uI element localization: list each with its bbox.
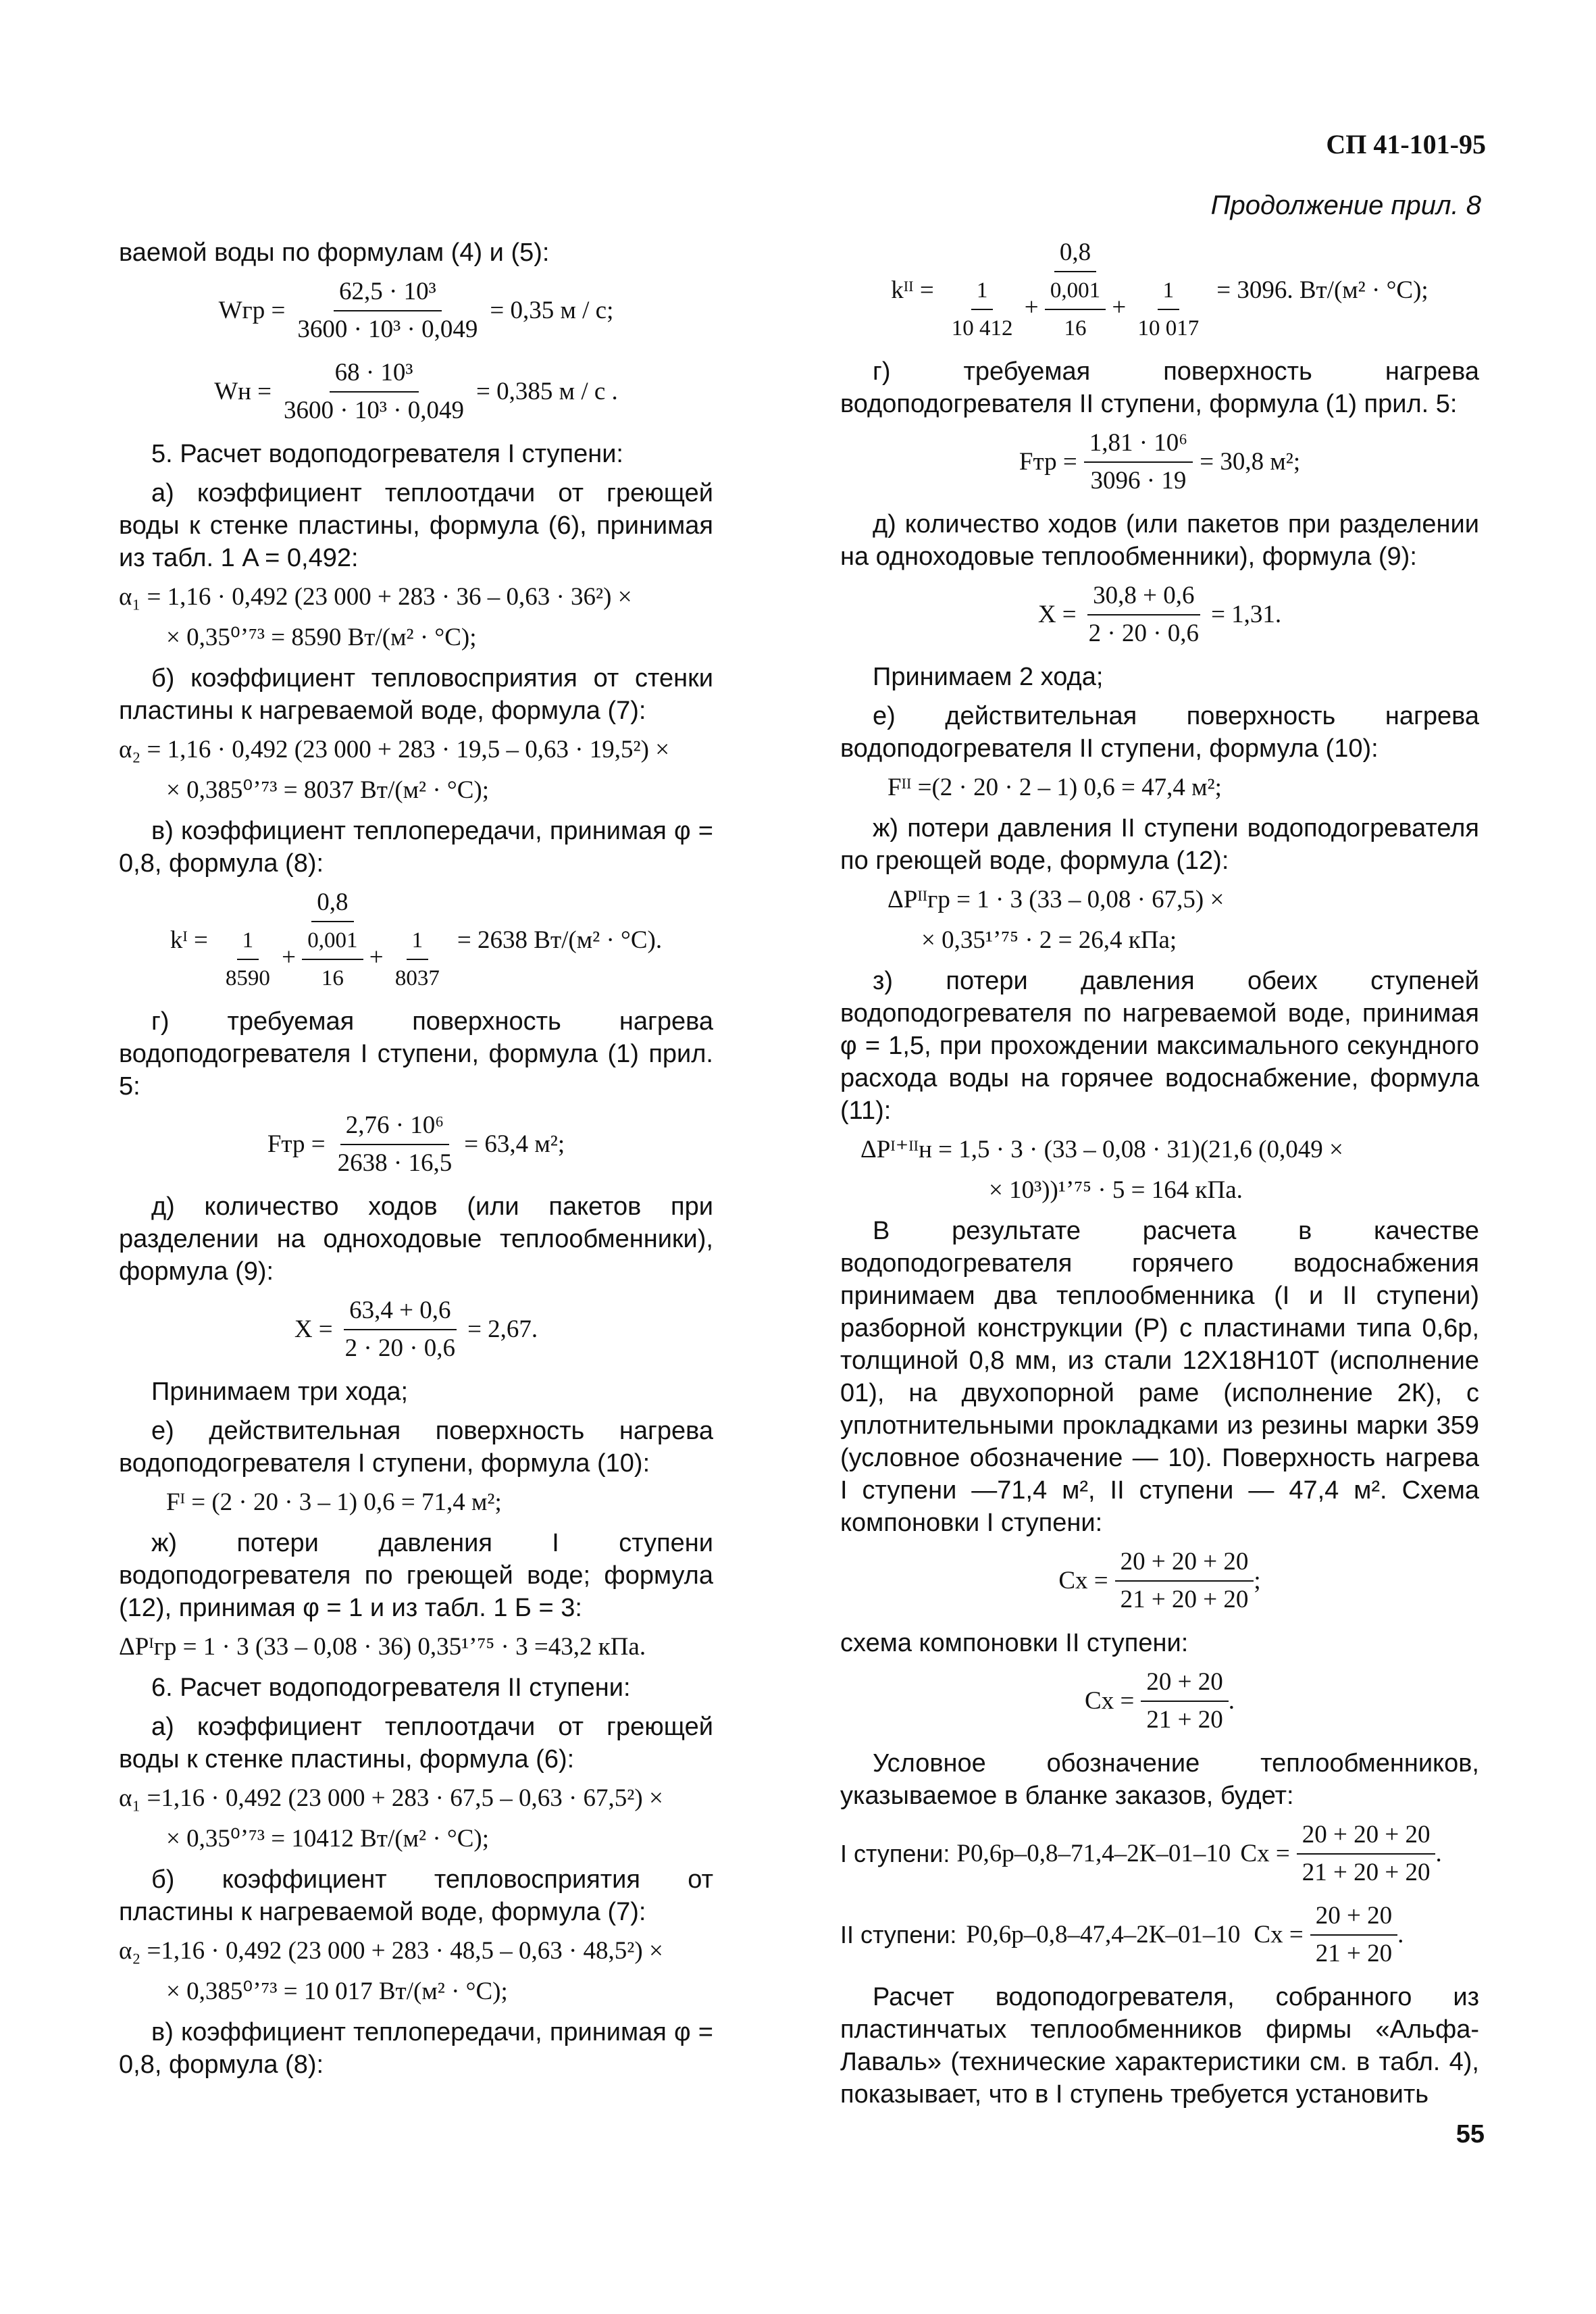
denominator: 3096 · 19 <box>1090 467 1187 495</box>
denominator: 2638 · 16,5 <box>337 1149 453 1177</box>
paragraph: Принимаем 2 хода; <box>873 663 1104 691</box>
formula-alpha1-ii: α₁ =1,16 · 0,492 (23 000 + 283 · 67,5 – 0,63 · 67,5²) × <box>119 1784 663 1812</box>
formula-lhs: Сх = <box>1058 1567 1108 1594</box>
paragraph: схема компоновки II ступени: <box>840 1629 1189 1657</box>
fraction <box>1083 580 1204 650</box>
formula-pressure2: ΔPᴵᴵгр = 1 · 3 (33 – 0,08 · 67,5) × <box>887 886 1225 913</box>
paragraph: е) действительная поверхность нагрева водоподогревателя I ступени, формула (10): <box>119 1417 713 1478</box>
formula-lhs: Fтр = <box>267 1130 326 1158</box>
paragraph: д) количество ходов (или пакетов при разделении на одноходовые теплообменники), формула (9): <box>840 510 1479 571</box>
sub-fraction <box>1045 274 1106 345</box>
denominator: 21 + 20 <box>1315 1940 1393 1967</box>
numerator: 20 + 20 <box>1141 1666 1228 1702</box>
numerator: 0,001 <box>302 924 363 960</box>
formula-alpha2-ii-cont: × 0,385⁰’⁷³ = 10 017 Вт/(м² · °С); <box>166 1978 508 2005</box>
formula-rhs: . <box>1228 1687 1235 1715</box>
formula-lhs: Сх = <box>1254 1921 1304 1948</box>
formula-alpha2: α₂ = 1,16 · 0,492 (23 000 + 283 · 19,5 – 0,63 · 19,5²) × <box>119 736 670 763</box>
sub-fraction <box>390 924 445 995</box>
formula-alpha1: α₁ = 1,16 · 0,492 (23 000 + 283 · 36 – 0,63 · 36²) × <box>119 583 632 611</box>
numerator: 1 <box>237 924 259 960</box>
plus-sign: + <box>369 943 384 972</box>
designation-stage1 <box>840 1819 1479 1889</box>
numerator: 20 + 20 + 20 <box>1297 1819 1436 1855</box>
paragraph: а) коэффициент теплоотдачи от греющей воды к стенке пластины, формула (6): <box>119 1713 713 1774</box>
paragraph: е) действительная поверхность нагрева водоподогревателя II ступени, формула (10): <box>840 702 1479 763</box>
section-heading: 5. Расчет водоподогревателя I ступени: <box>151 440 623 468</box>
denominator: 2 · 20 · 0,6 <box>344 1334 456 1362</box>
numerator: 0,8 <box>1054 236 1096 272</box>
formula-pressure-both: ΔPᴵ⁺ᴵᴵн = 1,5 · 3 · (33 – 0,08 · 31)(21,6 (0,049 × <box>860 1136 1343 1163</box>
formula-lhs: Wгр = <box>218 297 286 324</box>
paragraph: г) требуемая поверхность нагрева водоподогревателя I ступени, формула (1) прил. 5: <box>119 1007 713 1101</box>
denominator: 21 + 20 + 20 <box>1120 1586 1249 1613</box>
denominator: 3600 · 10³ · 0,049 <box>284 397 465 424</box>
formula-lhs: kᴵᴵ = <box>891 276 934 304</box>
designation-code: Р0,6р–0,8–47,4–2К–01–10 <box>966 1921 1241 1948</box>
sub-fraction <box>220 924 276 995</box>
paragraph: в) коэффициент теплопередачи, принимая φ = 0,8, формула (8): <box>119 2018 713 2079</box>
denominator: 10 412 <box>951 316 1013 341</box>
formula-rhs: = 3096. Вт/(м² · °С); <box>1216 276 1428 304</box>
numerator: 0,8 <box>311 886 353 922</box>
paragraph: б) коэффициент тепловосприятия от пластины к нагреваемой воде, формула (7): <box>119 1865 713 1926</box>
formula-lhs: Сх = <box>1085 1687 1135 1715</box>
paragraph: ваемой воды по формулам (4) и (5): <box>119 238 550 267</box>
formula-area2 <box>840 427 1479 497</box>
formula-rhs: = 0,385 м / с . <box>476 378 618 405</box>
formula-pressure2-cont: × 0,35¹’⁷⁵ · 2 = 26,4 кПа; <box>921 926 1177 954</box>
formula-passes1 <box>119 1294 713 1365</box>
sub-fraction <box>946 274 1019 345</box>
numerator: 1 <box>407 924 429 960</box>
denominator: 21 + 20 <box>1146 1706 1223 1734</box>
fraction <box>1084 427 1193 497</box>
formula-alpha2-ii: α₂ =1,16 · 0,492 (23 000 + 283 · 48,5 – 0,63 · 48,5²) × <box>119 1937 663 1965</box>
formula-alpha2-cont: × 0,385⁰’⁷³ = 8037 Вт/(м² · °С); <box>166 776 489 804</box>
continuation-label: Продолжение прил. 8 <box>1210 191 1481 220</box>
paragraph: в) коэффициент теплопередачи, принимая φ = 0,8, формула (8): <box>119 817 713 878</box>
paragraph: ж) потери давления II ступени водоподогревателя по греющей воде, формула (12): <box>840 814 1479 875</box>
formula-flow-heating <box>119 276 713 346</box>
formula-alpha1-cont: × 0,35⁰’⁷³ = 8590 Вт/(м² · °С); <box>166 624 477 651</box>
numerator: 2,76 · 10⁶ <box>340 1109 449 1145</box>
sub-fraction <box>302 924 363 995</box>
numerator: 0,001 <box>1045 274 1106 310</box>
designation-stage2 <box>840 1900 1479 1970</box>
formula-lhs: kᴵ = <box>170 926 208 954</box>
fraction <box>292 276 483 346</box>
fraction <box>1310 1900 1397 1970</box>
paragraph: Условное обозначение теплообменников, указываемое в бланке заказов, будет: <box>840 1749 1479 1810</box>
formula-scheme2 <box>840 1666 1479 1736</box>
formula-lhs: X = <box>294 1315 333 1343</box>
formula-rhs: = 63,4 м²; <box>464 1130 565 1158</box>
right-column <box>840 236 1479 2117</box>
paragraph: д) количество ходов (или пакетов при разделении на одноходовые теплообменники), формула (9): <box>119 1192 713 1286</box>
numerator: 30,8 + 0,6 <box>1087 580 1200 615</box>
formula-k1 <box>119 886 713 995</box>
formula-lhs: X = <box>1037 601 1077 628</box>
page-number: 55 <box>1456 2120 1485 2148</box>
formula-rhs: = 2,67. <box>467 1315 538 1343</box>
formula-rhs: = 2638 Вт/(м² · °С). <box>457 926 663 954</box>
formula-actual-area2: Fᴵᴵ =(2 · 20 · 2 – 1) 0,6 = 47,4 м²; <box>887 774 1222 801</box>
plus-sign: + <box>282 943 297 972</box>
paragraph: Принимаем три хода; <box>151 1378 409 1406</box>
denominator: 16 <box>1064 316 1087 341</box>
formula-rhs: = 0,35 м / с; <box>490 297 614 324</box>
formula-rhs: . <box>1435 1840 1442 1867</box>
denominator: 21 + 20 + 20 <box>1302 1859 1431 1886</box>
formula-pressure1: ΔPᴵгр = 1 · 3 (33 – 0,08 · 36) 0,35¹’⁷⁵ · 3 =43,2 кПа. <box>119 1633 646 1661</box>
denominator <box>941 272 1210 345</box>
numerator: 63,4 + 0,6 <box>344 1294 456 1330</box>
paragraph: з) потери давления обеих ступеней водоподогревателя по нагреваемой воде, принимая φ = 1,5, при прохождении максимального секундного расхода воды на горячее водоснабжение, формула (11): <box>840 967 1479 1125</box>
formula-actual-area1: Fᴵ = (2 · 20 · 3 – 1) 0,6 = 71,4 м²; <box>166 1488 502 1516</box>
sub-fraction <box>1132 274 1204 345</box>
fraction <box>215 886 451 995</box>
fraction <box>340 1294 461 1365</box>
paragraph: ж) потери давления I ступени водоподогревателя по греющей воде; формула (12), принимая φ = 1 и из табл. 1 Б = 3: <box>119 1529 713 1622</box>
denominator: 16 <box>321 966 344 990</box>
fraction <box>332 1109 458 1180</box>
formula-rhs: = 1,31. <box>1211 601 1282 628</box>
denominator: 8590 <box>225 966 270 990</box>
formula-rhs: ; <box>1254 1567 1261 1594</box>
numerator: 20 + 20 <box>1310 1900 1397 1936</box>
paragraph: В результате расчета в качестве водоподогревателя горячего водоснабжения принимаем два теплообменника (I и II ступени) разборной конструкции (Р) с пластинами типа 0,6р, толщиной 0,8 мм, из стали 12Х18Н10Т (исполнение 01), на двухопорной раме (исполнение 2К), с уплотнительными прокладками из резины марки 359 (условное обозначение — 10). Поверхность нагрева I ступени —71,4 м², II ступени — 47,4 м². Схема компоновки I ступени: <box>840 1217 1479 1537</box>
plus-sign: + <box>1112 293 1127 322</box>
formula-rhs: = 30,8 м²; <box>1200 448 1301 476</box>
paragraph: Расчет водоподогревателя, собранного из пластинчатых теплообменников фирмы «Альфа-Лаваль» (технические характеристики см. в табл. 4), показывает, что в I ступень требуется установить <box>840 1983 1479 2109</box>
formula-lhs: Fтр = <box>1019 448 1077 476</box>
numerator: 20 + 20 + 20 <box>1115 1546 1254 1582</box>
left-column <box>119 236 713 2088</box>
numerator: 1,81 · 10⁶ <box>1084 427 1193 463</box>
fraction <box>1141 1666 1228 1736</box>
formula-passes2 <box>840 580 1479 650</box>
paragraph: а) коэффициент теплоотдачи от греющей воды к стенке пластины, формула (6), принимая из табл. 1 A = 0,492: <box>119 479 713 572</box>
fraction <box>1297 1819 1436 1889</box>
formula-scheme1 <box>840 1546 1479 1616</box>
numerator: 62,5 · 10³ <box>334 276 442 311</box>
stage-label: I ступени: <box>840 1840 950 1867</box>
denominator <box>215 922 451 995</box>
formula-k2 <box>840 236 1479 345</box>
fraction <box>1115 1546 1254 1616</box>
formula-area1 <box>119 1109 713 1180</box>
denominator: 2 · 20 · 0,6 <box>1088 620 1200 647</box>
formula-flow-heated <box>119 357 713 427</box>
denominator: 3600 · 10³ · 0,049 <box>297 316 478 343</box>
formula-lhs: Wн = <box>214 378 272 405</box>
section-heading: 6. Расчет водоподогревателя II ступени: <box>151 1674 631 1702</box>
formula-lhs: Сх = <box>1240 1840 1290 1867</box>
denominator: 8037 <box>394 966 440 990</box>
paragraph: г) требуемая поверхность нагрева водоподогревателя II ступени, формула (1) прил. 5: <box>840 357 1479 418</box>
paragraph: б) коэффициент тепловосприятия от стенки пластины к нагреваемой воде, формула (7): <box>119 664 713 725</box>
fraction <box>278 357 469 427</box>
formula-rhs: . <box>1397 1921 1404 1948</box>
numerator: 68 · 10³ <box>330 357 419 393</box>
designation-code: Р0,6р–0,8–71,4–2К–01–10 <box>956 1840 1231 1867</box>
formula-pressure-both-cont: × 10³))¹’⁷⁵ · 5 = 164 кПа. <box>989 1176 1243 1204</box>
stage-label: II ступени: <box>840 1921 957 1948</box>
fraction <box>941 236 1210 345</box>
plus-sign: + <box>1024 293 1039 322</box>
numerator: 1 <box>1158 274 1180 310</box>
document-code: СП 41-101-95 <box>1326 129 1486 159</box>
denominator: 10 017 <box>1137 316 1200 341</box>
numerator: 1 <box>971 274 994 310</box>
formula-alpha1-ii-cont: × 0,35⁰’⁷³ = 10412 Вт/(м² · °С); <box>166 1825 489 1853</box>
